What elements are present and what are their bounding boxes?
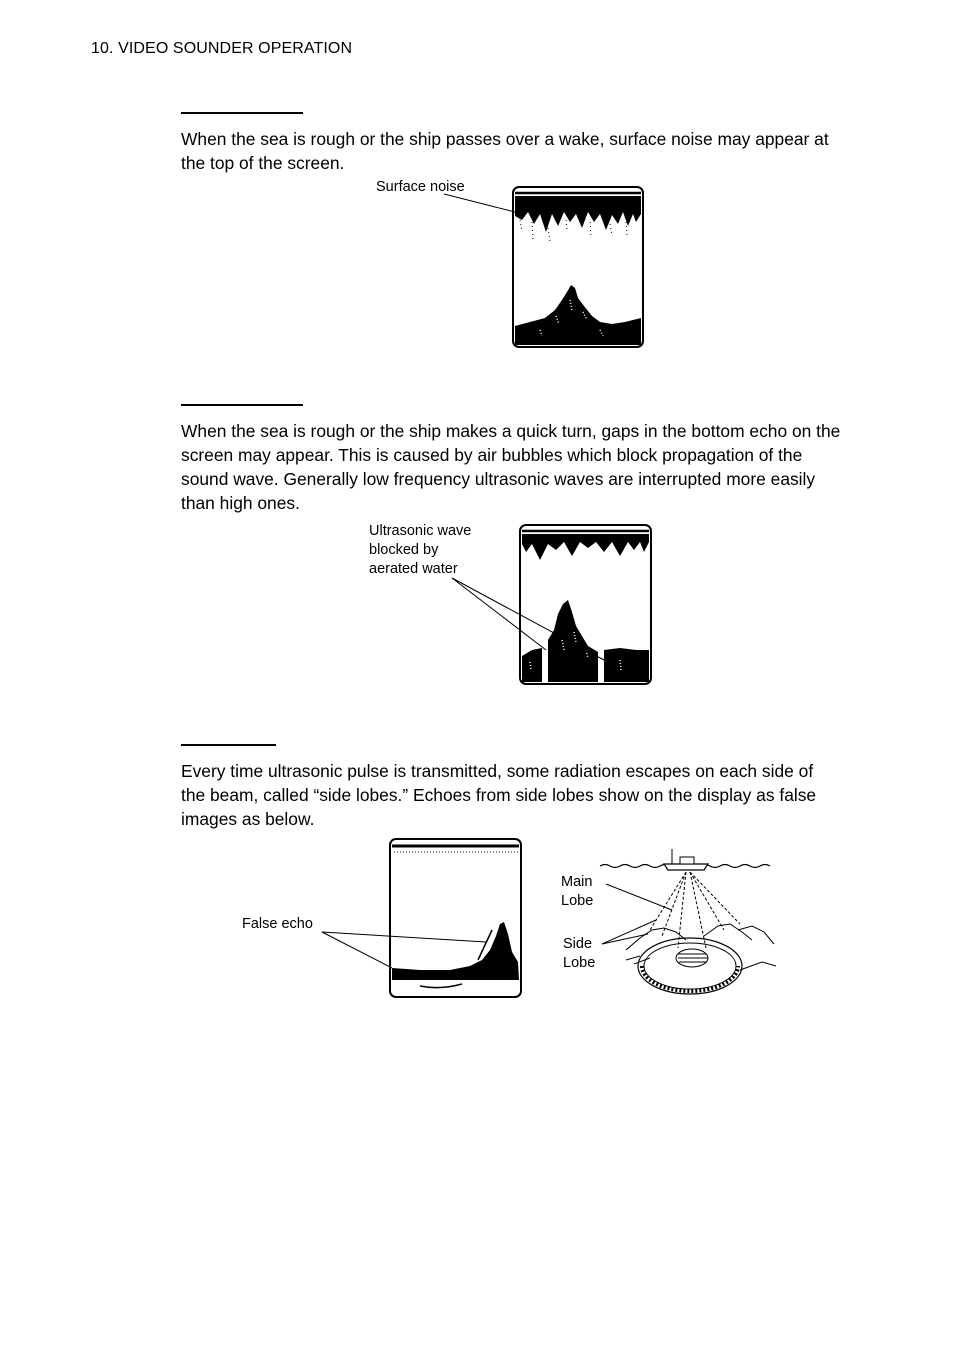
- aerated-water-label-line: blocked by: [369, 542, 439, 558]
- section-heading-rule-side-lobe: [181, 744, 276, 746]
- aerated-water-paragraph: When the sea is rough or the ship makes a quick turn, gaps in the bottom echo on the screen may appear. This is caused by air bubbles which block propagation of the sound wave. Generally low frequency ultrasonic waves are interrupted more easily than high ones.: [181, 421, 841, 513]
- side-lobe-label-line: Side: [563, 936, 593, 952]
- aerated-water-label-line: aerated water: [369, 561, 458, 577]
- beam-lobe-figure: [600, 849, 776, 994]
- page-header: 10. VIDEO SOUNDER OPERATION: [91, 40, 353, 57]
- surface-noise-figure: [444, 187, 643, 347]
- aerated-water-label-line: Ultrasonic wave: [369, 523, 472, 539]
- false-echo-label: False echo: [242, 916, 313, 932]
- side-lobe-paragraph: Every time ultrasonic pulse is transmitted, some radiation escapes on each side of the beam, called “side lobes.” Echoes from side lobes show on the display as false images as below.: [181, 761, 817, 829]
- aerated-water-figure: [452, 525, 651, 684]
- main-lobe-label-line: Main: [561, 874, 593, 890]
- surface-noise-label: Surface noise: [376, 179, 465, 195]
- main-lobe-label-line: Lobe: [561, 893, 594, 909]
- side-lobe-label-line: Lobe: [563, 955, 596, 971]
- main-lobe-label: [561, 873, 593, 911]
- false-echo-figure: [322, 839, 521, 997]
- section-heading-rule-aerated-water: [181, 404, 303, 406]
- side-lobe-label: [563, 935, 595, 973]
- surface-noise-paragraph: When the sea is rough or the ship passes over a wake, surface noise may appear at the top of the screen.: [181, 129, 829, 173]
- aerated-water-label: [369, 522, 471, 579]
